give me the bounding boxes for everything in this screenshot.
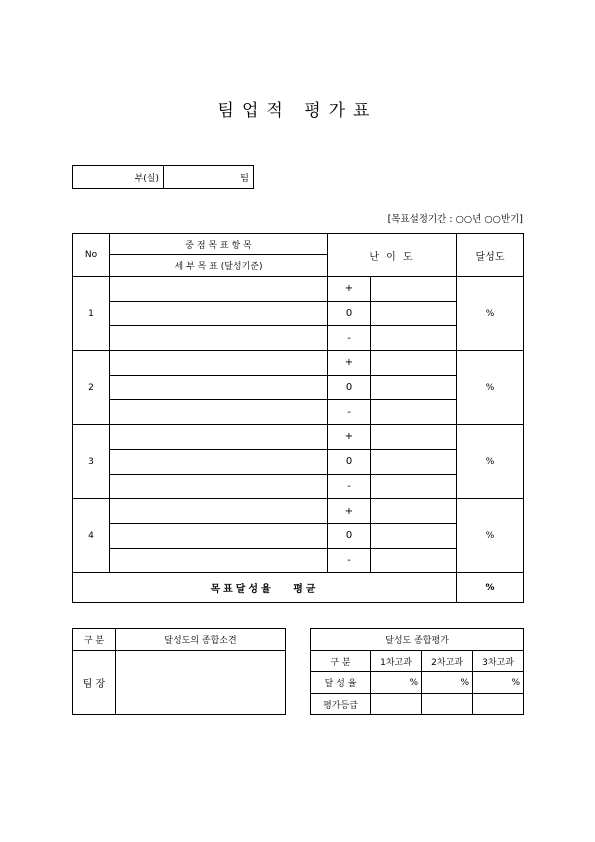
percent-sign: % — [409, 677, 418, 688]
average-row — [73, 573, 524, 603]
opinion-category-header: 구 분 — [73, 629, 116, 651]
difficulty-header: 난 이 도 — [328, 234, 457, 277]
round-1-rate-field[interactable] — [371, 672, 422, 694]
row-number: 2 — [73, 351, 110, 425]
percent-sign: % — [485, 382, 495, 393]
table-row — [73, 277, 524, 302]
difficulty-input[interactable] — [371, 351, 457, 376]
team-leader-label: 팀 장 — [73, 651, 116, 715]
grade-label: 평가등급 — [311, 694, 371, 715]
average-label: 목표달성율 평균 — [73, 573, 457, 603]
goal-input[interactable] — [110, 425, 328, 450]
difficulty-input[interactable] — [371, 548, 457, 573]
department-table — [72, 165, 254, 189]
difficulty-level: + — [328, 425, 371, 450]
col-no-header: No — [73, 234, 110, 277]
round-1-header: 1차고과 — [371, 651, 422, 672]
difficulty-input[interactable] — [371, 523, 457, 548]
goal-input[interactable] — [110, 326, 328, 351]
department-field[interactable] — [73, 166, 164, 189]
evaluation-category-header: 구 분 — [311, 651, 371, 672]
difficulty-level: 0 — [328, 523, 371, 548]
goal-input[interactable] — [110, 400, 328, 425]
average-achievement-field[interactable] — [457, 573, 524, 603]
percent-sign: % — [485, 582, 495, 593]
goal-input[interactable] — [110, 301, 328, 326]
goal-input[interactable] — [110, 499, 328, 524]
team-label: 팀 — [240, 173, 249, 184]
goal-input[interactable] — [110, 548, 328, 573]
difficulty-input[interactable] — [371, 474, 457, 499]
row-number: 4 — [73, 499, 110, 573]
detail-goal-header: 세 부 목 표 (달성기준) — [110, 255, 328, 277]
target-period: [목표설정기간 : ○○년 ○○반기] — [387, 214, 523, 225]
round-2-header: 2차고과 — [422, 651, 473, 672]
row-number: 3 — [73, 425, 110, 499]
difficulty-level: + — [328, 277, 371, 302]
difficulty-level: - — [328, 548, 371, 573]
difficulty-input[interactable] — [371, 425, 457, 450]
department-label: 부(실) — [134, 173, 159, 184]
difficulty-level: + — [328, 499, 371, 524]
page-title: 팀업적 평가표 — [217, 101, 378, 121]
percent-sign: % — [485, 530, 495, 541]
difficulty-input[interactable] — [371, 301, 457, 326]
table-row — [73, 474, 524, 499]
percent-sign: % — [485, 308, 495, 319]
goal-input[interactable] — [110, 449, 328, 474]
round-2-grade-field[interactable] — [422, 694, 473, 715]
difficulty-input[interactable] — [371, 499, 457, 524]
difficulty-input[interactable] — [371, 375, 457, 400]
achievement-field[interactable] — [457, 499, 524, 573]
percent-sign: % — [511, 677, 521, 688]
evaluation-title: 달성도 종합평가 — [311, 629, 524, 651]
evaluation-table — [310, 628, 524, 715]
percent-sign: % — [460, 677, 469, 688]
achievement-rate-label: 달 성 율 — [311, 672, 371, 694]
table-row — [73, 425, 524, 450]
round-1-grade-field[interactable] — [371, 694, 422, 715]
table-row — [73, 375, 524, 400]
table-row — [73, 326, 524, 351]
achievement-header: 달성도 — [457, 234, 524, 277]
round-3-header: 3차고과 — [473, 651, 524, 672]
percent-sign: % — [485, 456, 495, 467]
achievement-field[interactable] — [457, 351, 524, 425]
table-row — [73, 301, 524, 326]
table-row — [73, 499, 524, 524]
team-field[interactable] — [164, 166, 254, 189]
difficulty-input[interactable] — [371, 449, 457, 474]
key-goal-header: 중 점 목 표 항 목 — [110, 234, 328, 255]
table-row — [73, 523, 524, 548]
table-row — [73, 400, 524, 425]
goal-input[interactable] — [110, 474, 328, 499]
opinion-header: 달성도의 종합소견 — [116, 629, 286, 651]
goal-table — [72, 233, 524, 603]
table-row — [73, 548, 524, 573]
difficulty-input[interactable] — [371, 326, 457, 351]
round-3-rate-field[interactable] — [473, 672, 524, 694]
row-number: 1 — [73, 277, 110, 351]
difficulty-level: 0 — [328, 301, 371, 326]
achievement-field[interactable] — [457, 277, 524, 351]
achievement-field[interactable] — [457, 425, 524, 499]
difficulty-input[interactable] — [371, 277, 457, 302]
difficulty-input[interactable] — [371, 400, 457, 425]
goal-input[interactable] — [110, 375, 328, 400]
difficulty-level: - — [328, 326, 371, 351]
round-3-grade-field[interactable] — [473, 694, 524, 715]
difficulty-level: 0 — [328, 375, 371, 400]
table-row — [73, 449, 524, 474]
opinion-input[interactable] — [116, 651, 286, 715]
difficulty-level: - — [328, 400, 371, 425]
goal-input[interactable] — [110, 523, 328, 548]
difficulty-level: - — [328, 474, 371, 499]
difficulty-level: 0 — [328, 449, 371, 474]
goal-input[interactable] — [110, 277, 328, 302]
round-2-rate-field[interactable] — [422, 672, 473, 694]
goal-input[interactable] — [110, 351, 328, 376]
opinion-table — [72, 628, 286, 715]
difficulty-level: + — [328, 351, 371, 376]
table-row — [73, 351, 524, 376]
